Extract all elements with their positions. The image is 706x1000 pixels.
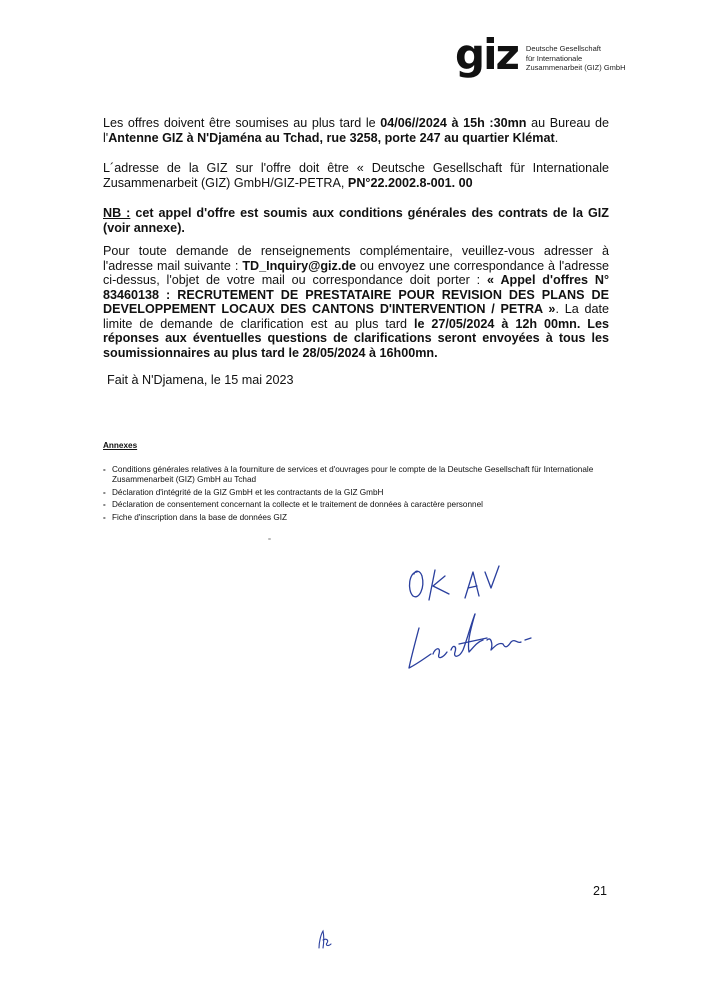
giz-logo-mark: giz	[455, 30, 518, 79]
clarification-deadline: le 27/05/2024 à 12h 00mn. Les réponses aux éventuelles questions de clarifications seront envoyées à tous les soumissionnaires au plus tard le 28/05/2024 à 16h00mn.	[103, 316, 609, 360]
annex-item: - Déclaration d'intégrité de la GIZ GmbH et les contractants de la GIZ GmbH	[103, 488, 623, 499]
place-date-line: Fait à N'Djamena, le 15 mai 2023	[107, 373, 294, 387]
scan-artifact	[268, 538, 271, 540]
text-run: Pour toute demande de renseignements complémentaire, veuillez-vous adresser à l'adresse mail suivante :	[103, 244, 609, 273]
project-number: PN°22.2002.8-001. 00	[347, 175, 473, 190]
annex-item: - Fiche d'inscription dans la base de données GIZ	[103, 513, 623, 524]
submission-deadline-paragraph	[103, 116, 609, 145]
text-run: ou envoyez une correspondance à l'adresse ci-dessus, l'objet de votre mail ou correspondance doit porter :	[103, 258, 610, 287]
handwritten-signature	[395, 558, 555, 678]
inquiry-paragraph	[103, 244, 609, 360]
text-run: au Bureau de l'	[103, 116, 609, 145]
text-run: . La date limite de demande de clarification est au plus tard	[103, 302, 609, 331]
organization-name-line: für Internationale	[525, 53, 583, 63]
page-number: 21	[593, 884, 608, 898]
organization-name	[526, 44, 626, 73]
annexes-title: Annexes	[103, 441, 138, 450]
office-address: Antenne GIZ à N'Djaména au Tchad, rue 3258, porte 247 au quartier Klémat	[108, 130, 555, 145]
organization-name-line: Zusammenarbeit (GIZ) GmbH	[525, 63, 626, 72]
tender-subject: « Appel d'offres N° 83460138 : RECRUTEMENT DE PRESTATAIRE POUR REVISION DES PLANS DE DEVELOPPEMENT LOCAUX DES CANTONS D'INTERVENTION / PETRA »	[103, 273, 609, 316]
address-paragraph	[103, 161, 609, 190]
note-paragraph	[103, 206, 609, 235]
annex-item: - Conditions générales relatives à la fourniture de services et d'ouvrages pour le compte de la Deutsche Gesellschaft für Internationale Zusammenarbeit (GIZ) GmbH au Tchad	[103, 465, 623, 486]
giz-logo	[455, 30, 626, 79]
text-run: L´adresse de la GIZ sur l'offre doit être « Deutsche Gesellschaft für Internationale Zusammenarbeit (GIZ) GmbH/GIZ-PETRA,	[103, 161, 609, 190]
organization-name-line: Deutsche Gesellschaft	[525, 44, 601, 53]
handwritten-initial-icon	[313, 928, 335, 950]
annexes-section	[103, 441, 623, 525]
note-label: NB :	[103, 206, 131, 220]
annexes-list	[103, 465, 623, 524]
annex-item: - Déclaration de consentement concernant la collecte et le traitement de données à caractère personnel	[103, 500, 623, 511]
text-run: Les offres doivent être soumises au plus tard le	[103, 116, 381, 130]
text-run: cet appel d'offre est soumis aux conditions générales des contrats de la GIZ (voir annexe).	[103, 206, 609, 235]
deadline-date: 04/06//2024 à 15h :30mn	[380, 116, 527, 130]
text-run: .	[554, 130, 559, 145]
inquiry-email: TD_Inquiry@giz.de	[242, 258, 357, 273]
